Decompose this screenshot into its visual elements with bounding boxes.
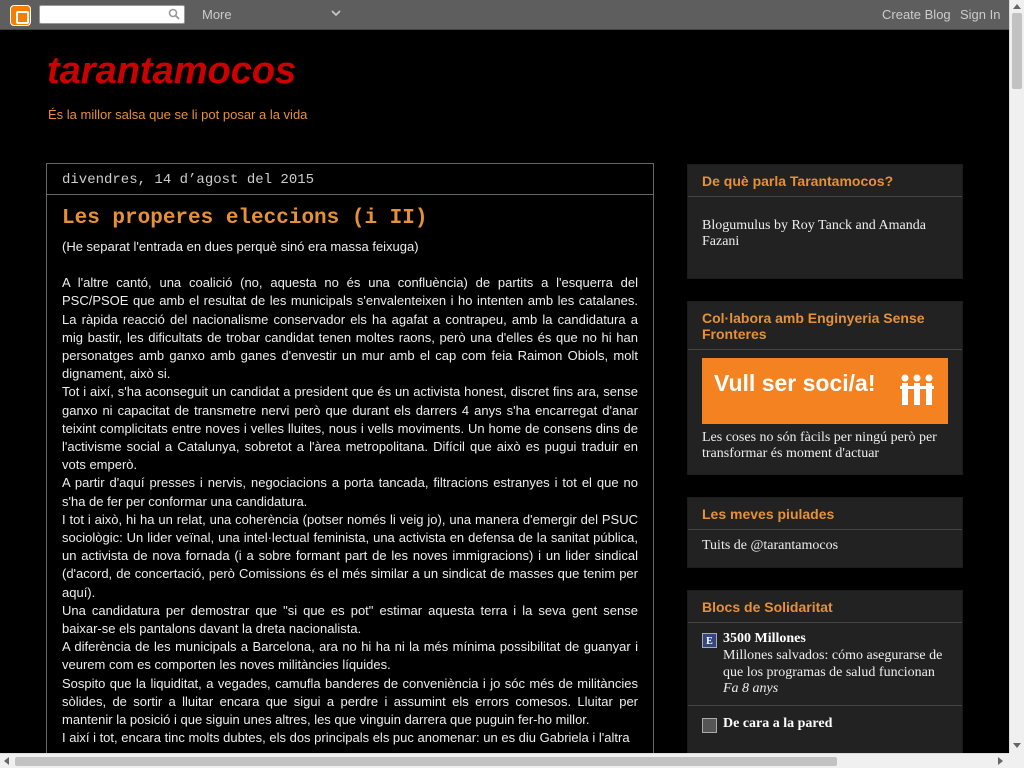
blog-name-link[interactable]: 3500 Millones [723, 631, 806, 646]
blog-post-time: Fa 8 anys [723, 681, 779, 696]
sign-in-link[interactable]: Sign In [960, 7, 1001, 22]
horizontal-scrollbar[interactable] [0, 753, 1009, 768]
post-date: divendres, 14 d’agost del 2015 [47, 164, 653, 195]
widget-title: Col·labora amb Enginyeria Sense Fronteres [688, 302, 962, 350]
blog-name-link[interactable]: De cara a la pared [723, 716, 833, 731]
people-icon [898, 372, 936, 410]
widget-blog-list [687, 590, 963, 760]
blog-post-link[interactable]: Millones salvados: cómo asegurarse de que los programas de salud funcionan [723, 648, 943, 680]
join-banner[interactable] [702, 358, 948, 424]
navbar-search-input[interactable] [39, 5, 185, 24]
widget-title: Blocs de Solidaritat [688, 591, 962, 623]
post-paragraph: Tot i així, s'ha aconseguit un candidat a president que és un activista honest, discret fins ara, sense ganxo ni capacitat de transmetre nervi però que durant els darrers 4 anys s'ha encarregat d'anar teixint complicitats entre noves i velles lluites, nous i vells moviments. Un home de consens dins de l'activisme social a Catalunya, sobretot a l'àrea metropolitana. Difícil que això es pugui traduir en vots emperò. [62, 384, 638, 473]
post-paragraph: (He separat l'entrada en dues perquè sinó era massa feixuga) [62, 239, 419, 254]
widget-about [687, 164, 963, 279]
blog-favicon-icon [702, 718, 717, 733]
banner-text: Vull ser soci/a! [714, 370, 876, 396]
widget-body [688, 350, 962, 470]
esf-text: Les coses no són fàcils per ningú però per transformar és moment d'actuar [702, 430, 937, 461]
blogger-logo-icon[interactable] [10, 5, 31, 26]
post-paragraph: A l'altre cantó, una coalició (no, aquesta no és una confluència) de partits a l'esquerra del PSC/PSOE que amb el resultat de les municipals s'envalenteixen i ho intenten amb les catalanes. La ràpida reacció del nacionalisme conservador els ha agafat a contrapeu, amb la candidatura a mig bastir, les dificultats de trobar candidat tenen moltes raons, però una d'elles és que no hi han personatges amb ganxo amb ganes d'envestir un mur amb el cap com feia Raimon Obiols, molt dignament, això si. [62, 275, 638, 382]
search-icon[interactable] [168, 8, 180, 20]
post-container [46, 163, 654, 768]
vertical-scroll-thumb[interactable] [1012, 13, 1022, 89]
widget-title: Les meves piulades [688, 498, 962, 530]
widget-title: De què parla Tarantamocos? [688, 165, 962, 197]
blog-list [688, 623, 962, 748]
list-item [702, 716, 948, 732]
paragraph-gap [62, 256, 638, 274]
scroll-down-icon[interactable] [1013, 743, 1021, 748]
scroll-right-icon[interactable] [998, 757, 1003, 765]
tweets-link[interactable]: Tuits de @tarantamocos [702, 538, 839, 553]
post-paragraph: Sospito que la liquiditat, a vegades, camufla banderes de conveniència i jo sóc més de militàncies sòlides, de sortir a lluitar encara que sigui a perdre i assumint els errors comesos. Lluitar per mantenir la posició i que siguin unes altres, les que vinguin darrera que puguin fer-ho millor. [62, 675, 638, 728]
blogumulus-text: Blogumulus by Roy Tanck and Amanda Fazani [702, 218, 926, 249]
widget-tweets [687, 497, 963, 568]
vertical-scrollbar[interactable] [1009, 0, 1024, 753]
post-body [62, 238, 638, 747]
post-title[interactable]: Les properes eleccions (i II) [62, 207, 428, 230]
scrollbar-corner [1009, 753, 1024, 768]
blog-favicon-icon: E [702, 633, 717, 648]
create-blog-link[interactable]: Create Blog [882, 7, 951, 22]
scroll-up-icon[interactable] [1013, 4, 1021, 9]
list-item [702, 631, 948, 697]
blog-title[interactable]: tarantamocos [47, 50, 297, 92]
more-dropdown[interactable]: More [202, 7, 232, 22]
divider [688, 705, 962, 706]
blogger-navbar [0, 0, 1009, 30]
widget-esf [687, 301, 963, 475]
chevron-down-icon[interactable] [331, 8, 341, 18]
blog-description: És la millor salsa que se li pot posar a la vida [48, 107, 308, 122]
post-paragraph: A diferència de les municipals a Barcelona, ara no hi ha ni la més mínima possibilitat de guanyar i veurem com es comporten les noves militàncies líquides. [62, 639, 638, 673]
post-paragraph: Una candidatura per demostrar que "si que es pot" estimar aquesta terra i la seva gent sense baixar-se els pantalons davant la dreta nacionalista. [62, 602, 638, 637]
post-paragraph: I tot i això, hi ha un relat, una coherència (potser només li veig jo), una manera d'emergir del PSUC sociològic: Un lider veïnal, una intel·lectual feminista, una activista en defensa de la sanitat pública, un activista de nova fornada (i a sobre formant part de les noves immigracions) i un lider sindical (d'acord, de concertació, però Comissions és el més similar a un sindicat de masses que tenim per aquí). [62, 511, 638, 600]
post-paragraph: A partir d'aquí presses i nervis, negociacions a porta tancada, filtracions estranyes i tot el que no s'ha de fer per conformar una candidatura. [62, 475, 638, 509]
post-paragraph: I així i tot, encara tinc molts dubtes, els dos principals els puc anomenar: un es diu Gabriela i l'altra [62, 730, 630, 746]
horizontal-scroll-thumb[interactable] [15, 757, 837, 766]
scroll-left-icon[interactable] [4, 757, 9, 765]
